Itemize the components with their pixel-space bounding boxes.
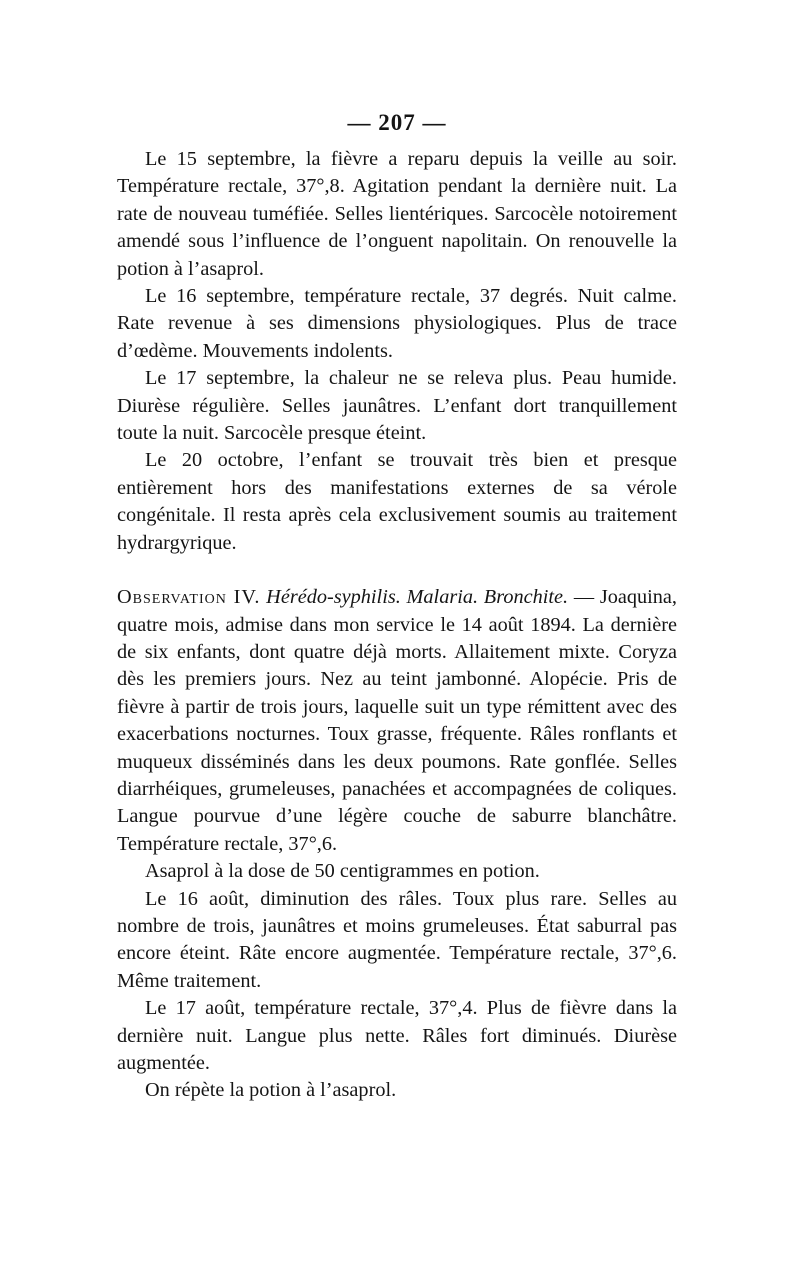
paragraph-asaprol-dose: Asaprol à la dose de 50 centigrammes en potion. xyxy=(145,860,540,883)
observation-title: Hérédo-syphilis. Malaria. Bronchite. xyxy=(266,586,569,609)
observation-paragraph xyxy=(117,584,677,858)
section-gap xyxy=(117,557,677,584)
paragraph-aug-16: Le 16 août, diminution des râles. Toux plus rare. Selles au nombre de trois, jaunâtres et moins grumeleuses. État saburral pas encore éteint. Râte encore augmentée. Température rectale, 37°,6. Même traitement. xyxy=(117,887,677,992)
paragraph-sept-17: Le 17 septembre, la chaleur ne se releva plus. Peau humide. Diurèse régulière. Selles jaunâtres. L’enfant dort tranquillement toute la nuit. Sarcocèle presque éteint. xyxy=(117,367,677,445)
paragraph-aug-17: Le 17 août, température rectale, 37°,4. Plus de fièvre dans la dernière nuit. Langue plus nette. Râles fort diminués. Diurèse augmentée. xyxy=(117,997,677,1074)
paragraph-repeat-potion: On répète la potion à l’asaprol. xyxy=(145,1079,397,1102)
book-page xyxy=(117,110,677,1105)
paragraph-oct-20: Le 20 octobre, l’enfant se trouvait très bien et presque entièrement hors des manifestations externes de sa vérole congénitale. Il resta après cela exclusivement soumis au traitement hydrargyrique. xyxy=(117,449,677,554)
page-number: — 207 — xyxy=(347,110,447,135)
paragraph-sept-15: Le 15 septembre, la fièvre a reparu depuis la veille au soir. Température rectale, 37°,8. Agitation pendant la dernière nuit. La rate de nouveau tuméfiée. Selles lientériques. Sarcocèle notoirement amendé sous l’influence de l’onguent napolitain. On renouvelle la potion à l’asaprol. xyxy=(117,148,677,280)
observation-body: — Joaquina, quatre mois, admise dans mon service le 14 août 1894. La dernière de six enfants, dont quatre déjà morts. Allaitement mixte. Coryza dès les premiers jours. Nez au teint jambonné. Alopécie. Pris de fièvre à partir de trois jours, laquelle suit un type rémittent avec des exacerbations nocturnes. Toux grasse, fréquente. Râles ronflants et muqueux disséminés dans les deux poumons. Rate gonflée. Selles diarrhéiques, grumeleuses, panachées et accompagnées de coliques. Langue pourvue d’une légère couche de saburre blanchâtre. Température rectale, 37°,6. xyxy=(117,586,677,855)
observation-label: Observation IV. xyxy=(117,586,261,609)
paragraph-sept-16: Le 16 septembre, température rectale, 37 degrés. Nuit calme. Rate revenue à ses dimensions physiologiques. Plus de trace d’œdème. Mouvements indolents. xyxy=(117,285,677,362)
